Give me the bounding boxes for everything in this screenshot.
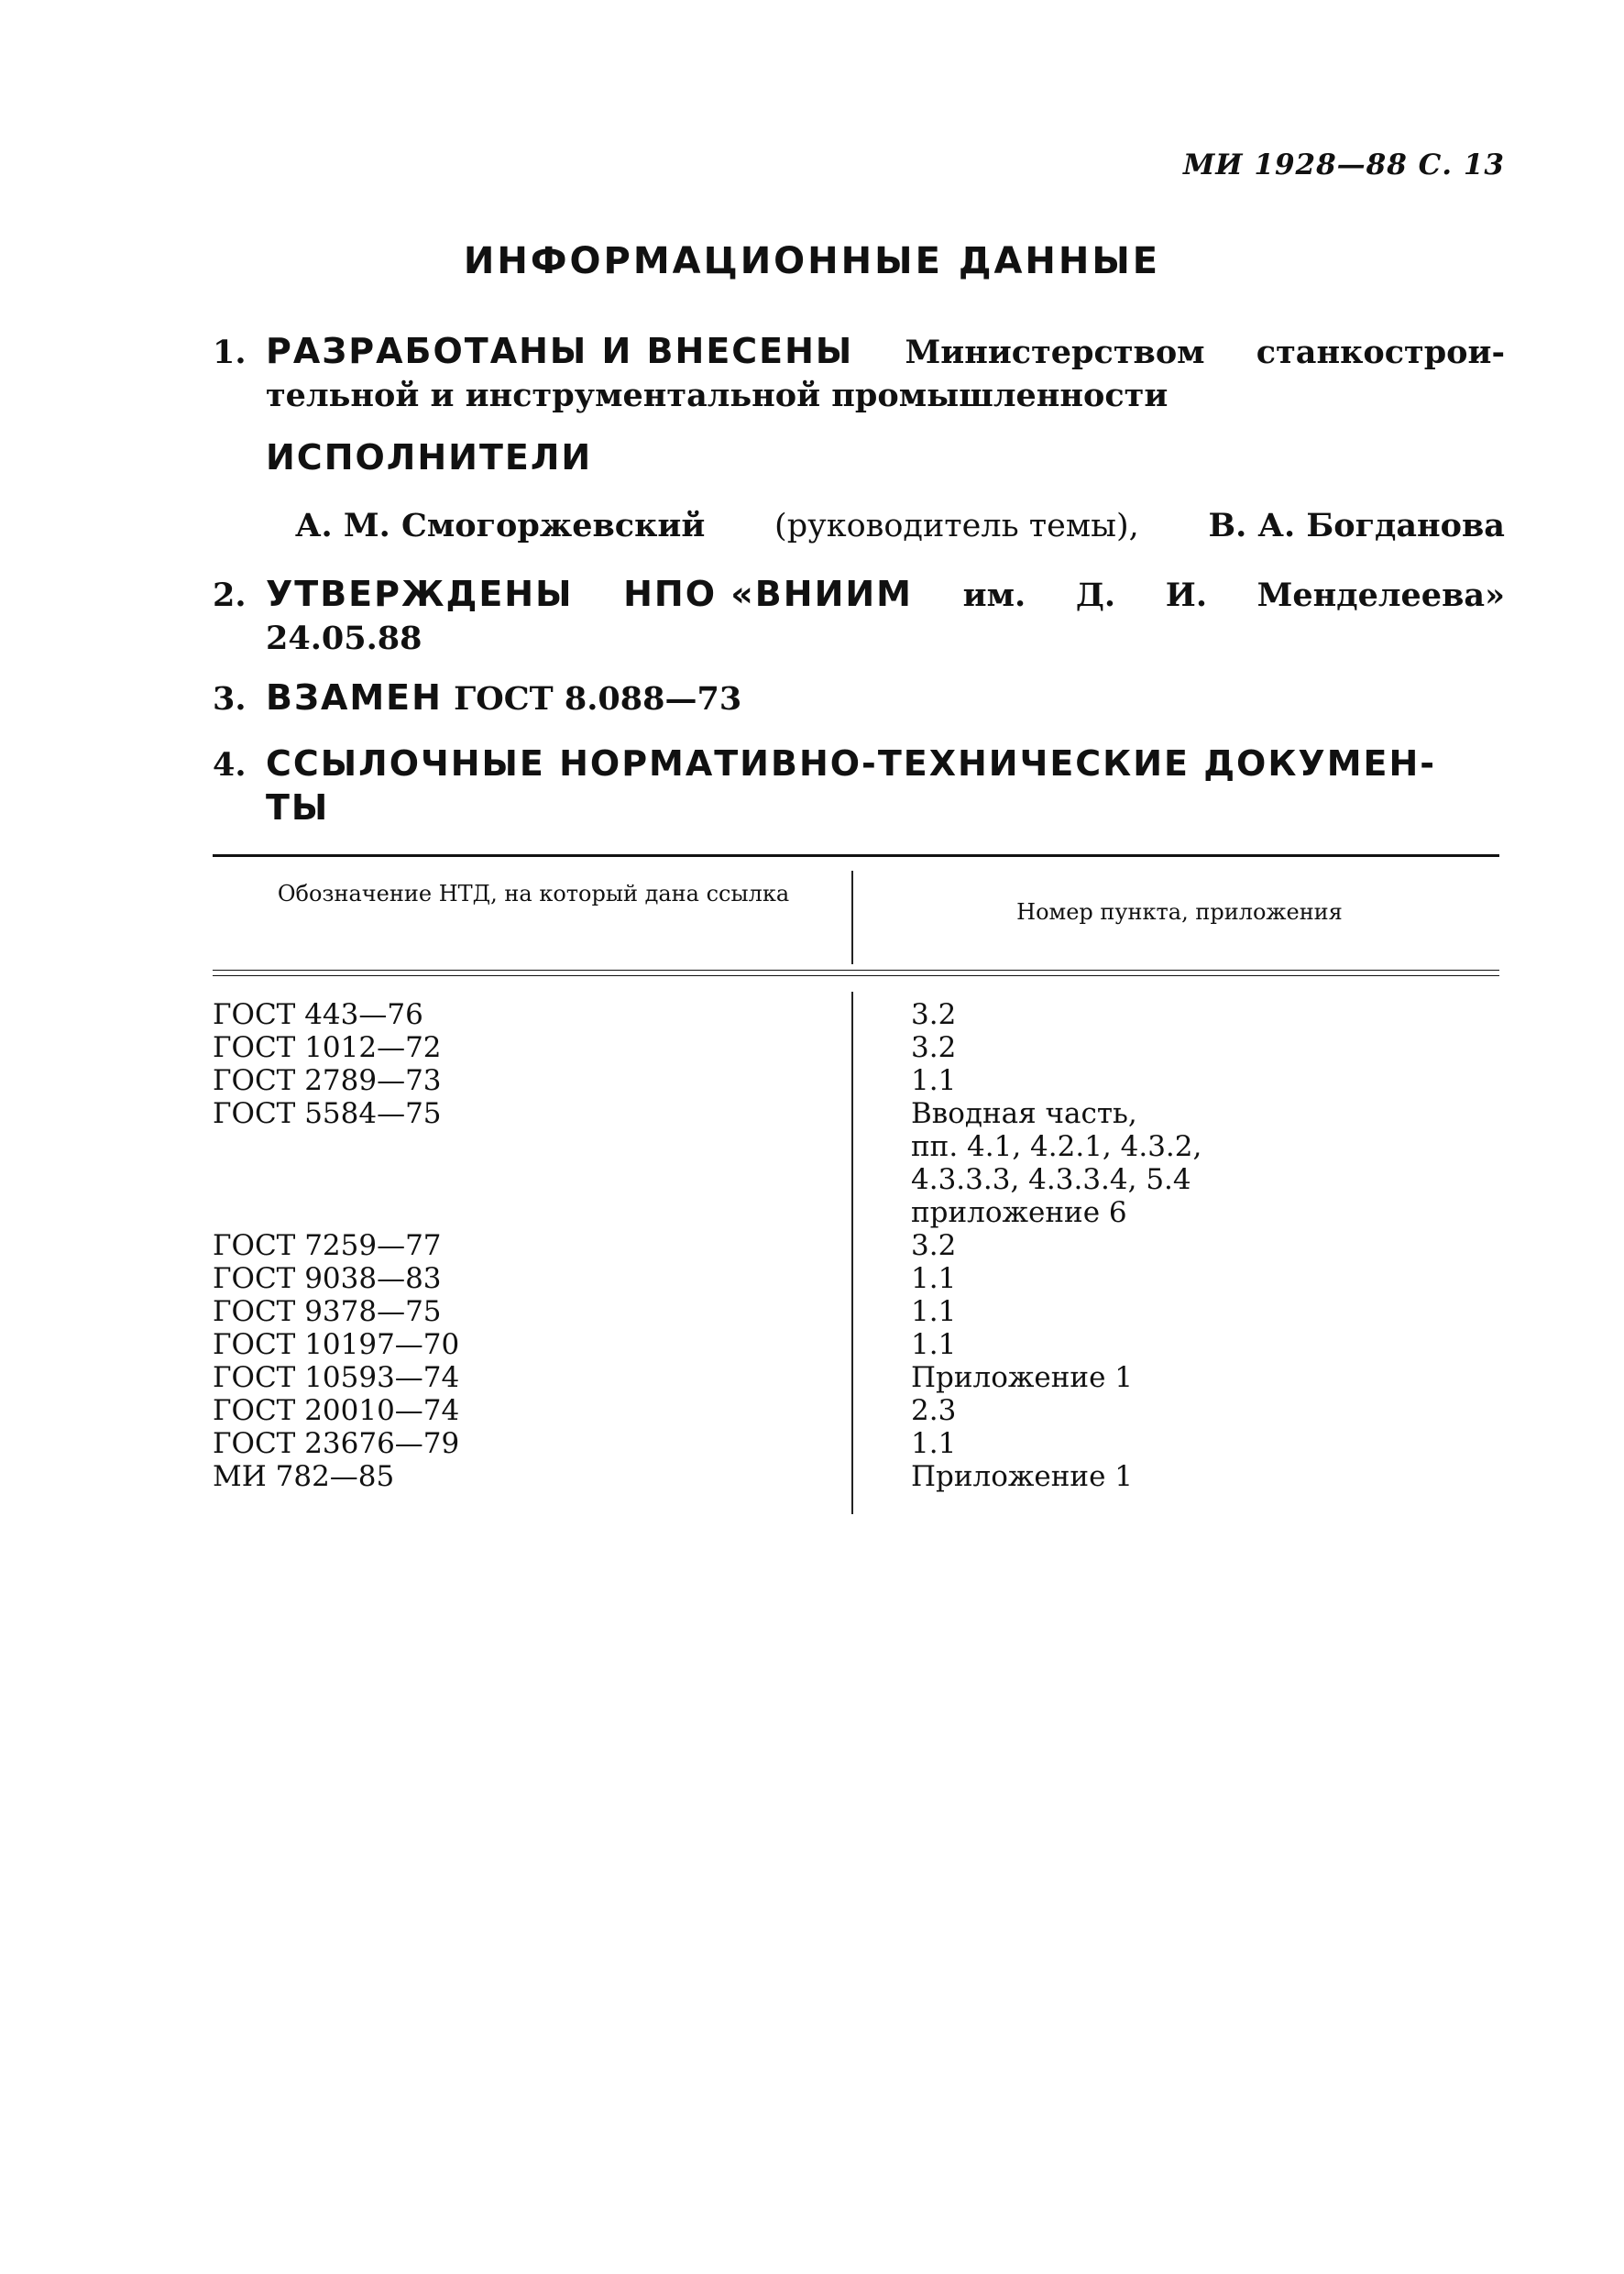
table-cell: 1.1 bbox=[911, 1064, 957, 1097]
table-top-rule bbox=[213, 854, 1499, 857]
item-4-line-1 bbox=[213, 742, 1505, 786]
table-cell: 3.2 bbox=[911, 1229, 957, 1262]
item-2-surname: Менделеева» bbox=[1256, 577, 1505, 614]
column-clause bbox=[911, 998, 1498, 1493]
table-cell: приложение 6 bbox=[911, 1196, 1127, 1229]
item-2 bbox=[213, 573, 1505, 660]
table-cell: ГОСТ 5584—75 bbox=[213, 1097, 442, 1130]
item-1-text-b: станкострои- bbox=[1256, 334, 1505, 371]
table-cell: 3.2 bbox=[911, 1031, 957, 1064]
table-cell: МИ 782—85 bbox=[213, 1460, 395, 1493]
table-cell: Вводная часть, bbox=[911, 1097, 1137, 1130]
item-3-line bbox=[213, 676, 1505, 720]
header-rule-1 bbox=[213, 970, 1499, 971]
table-cell: ГОСТ 9038—83 bbox=[213, 1262, 442, 1295]
executors-label: ИСПОЛНИТЕЛИ bbox=[266, 437, 593, 478]
table-cell: ГОСТ 9378—75 bbox=[213, 1295, 442, 1328]
item-2-d: Д. bbox=[1075, 577, 1116, 614]
item-number: 1. bbox=[213, 334, 247, 371]
item-4-heading: ССЫЛОЧНЫЕ НОРМАТИВНО-ТЕХНИЧЕСКИЕ ДОКУМЕН- bbox=[266, 743, 1437, 784]
item-2-org: НПО «ВНИИМ bbox=[623, 574, 913, 614]
item-number: 3. bbox=[213, 680, 247, 718]
table-cell: ГОСТ 23676—79 bbox=[213, 1427, 460, 1460]
table-cell: 3.2 bbox=[911, 998, 957, 1031]
table-cell: ГОСТ 7259—77 bbox=[213, 1229, 442, 1262]
table-cell: 4.3.3.3, 4.3.3.4, 5.4 bbox=[911, 1163, 1191, 1196]
table-cell: 1.1 bbox=[911, 1262, 957, 1295]
column-separator-header bbox=[851, 871, 853, 964]
executor-name-2: В. А. Богданова bbox=[1208, 507, 1505, 544]
table-cell: ГОСТ 1012—72 bbox=[213, 1031, 442, 1064]
item-2-heading: УТВЕРЖДЕНЫ bbox=[266, 574, 574, 614]
item-1-text-a: Министерством bbox=[905, 334, 1205, 371]
page-header: МИ 1928—88 С. 13 bbox=[1182, 148, 1505, 181]
item-4 bbox=[213, 742, 1505, 829]
table-cell: 1.1 bbox=[911, 1427, 957, 1460]
item-number: 4. bbox=[213, 746, 247, 784]
item-1-heading: РАЗРАБОТАНЫ И ВНЕСЕНЫ bbox=[266, 331, 854, 371]
column-designation bbox=[213, 998, 836, 1493]
table-cell: 1.1 bbox=[911, 1295, 957, 1328]
table-cell: Приложение 1 bbox=[911, 1460, 1134, 1493]
header-cell-clause: Номер пункта, приложения bbox=[1016, 899, 1343, 925]
item-number: 2. bbox=[213, 577, 247, 614]
table-cell: ГОСТ 2789—73 bbox=[213, 1064, 442, 1097]
header-rule-2 bbox=[213, 975, 1499, 976]
table-spacer bbox=[213, 1196, 836, 1229]
table-cell: ГОСТ 20010—74 bbox=[213, 1394, 460, 1427]
item-1 bbox=[213, 330, 1505, 417]
table-cell: пп. 4.1, 4.2.1, 4.3.2, bbox=[911, 1130, 1202, 1163]
executor-role: (руководитель темы), bbox=[774, 508, 1139, 544]
executors-line bbox=[213, 504, 1505, 548]
table-spacer bbox=[213, 1130, 836, 1163]
table-cell: 2.3 bbox=[911, 1394, 957, 1427]
item-3 bbox=[213, 676, 1505, 720]
reference-table bbox=[213, 854, 1499, 1514]
item-2-date: 24.05.88 bbox=[266, 620, 422, 657]
table-cell: 1.1 bbox=[911, 1328, 957, 1361]
table-cell: Приложение 1 bbox=[911, 1361, 1134, 1394]
header-cell-designation: Обозначение НТД, на который дана ссылка bbox=[277, 881, 790, 906]
item-2-i: И. bbox=[1165, 577, 1208, 614]
table-spacer bbox=[213, 1163, 836, 1196]
executors-names bbox=[213, 504, 1505, 548]
table-cell: ГОСТ 10197—70 bbox=[213, 1328, 460, 1361]
item-4-heading-cont: ТЫ bbox=[266, 787, 330, 828]
item-1-line-2: тельной и инструментальной промышленности bbox=[266, 377, 1169, 414]
item-1-line-1 bbox=[213, 330, 1505, 374]
table-cell: ГОСТ 10593—74 bbox=[213, 1361, 460, 1394]
item-2-line-1 bbox=[213, 573, 1505, 617]
column-separator-body bbox=[851, 992, 853, 1514]
executor-name-1: А. М. Смогоржевский bbox=[295, 507, 706, 544]
item-2-im: им. bbox=[962, 577, 1026, 614]
item-3-text: ГОСТ 8.088—73 bbox=[454, 680, 742, 718]
table-cell: ГОСТ 443—76 bbox=[213, 998, 423, 1031]
item-3-heading: ВЗАМЕН bbox=[266, 677, 443, 718]
executors bbox=[213, 436, 1505, 479]
document-title: ИНФОРМАЦИОННЫЕ ДАННЫЕ bbox=[463, 240, 1161, 282]
